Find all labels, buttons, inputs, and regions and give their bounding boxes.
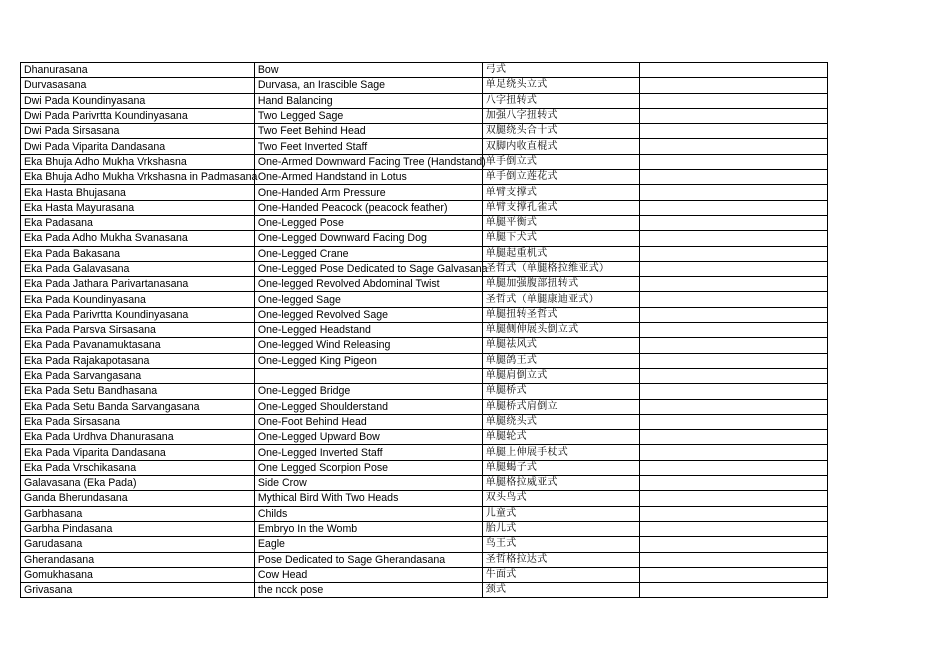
sanskrit-name-cell[interactable]: Gherandasana — [21, 552, 255, 567]
english-name-cell[interactable]: Side Crow — [254, 476, 482, 491]
empty-cell[interactable] — [640, 231, 828, 246]
sanskrit-name-cell[interactable]: Eka Padasana — [21, 215, 255, 230]
empty-cell[interactable] — [640, 139, 828, 154]
sanskrit-name-cell[interactable]: Dwi Pada Viparita Dandasana — [21, 139, 255, 154]
sanskrit-name-cell[interactable]: Eka Pada Rajakapotasana — [21, 353, 255, 368]
chinese-name-cell[interactable]: 双脚内收直棍式 — [482, 139, 640, 154]
chinese-name-cell[interactable]: 弓式 — [482, 63, 640, 78]
sanskrit-name-cell[interactable]: Eka Pada Viparita Dandasana — [21, 445, 255, 460]
sanskrit-name-cell[interactable]: Eka Pada Bakasana — [21, 246, 255, 261]
chinese-name-cell[interactable]: 单腿桥式肩倒立 — [482, 399, 640, 414]
sanskrit-name-cell[interactable]: Eka Pada Jathara Parivartanasana — [21, 277, 255, 292]
chinese-name-cell[interactable]: 加强八字扭转式 — [482, 108, 640, 123]
chinese-name-cell[interactable]: 八字扭转式 — [482, 93, 640, 108]
table-row — [21, 414, 828, 429]
empty-cell[interactable] — [640, 200, 828, 215]
empty-cell[interactable] — [640, 353, 828, 368]
english-name-cell[interactable]: One Legged Scorpion Pose — [254, 460, 482, 475]
sanskrit-name-cell[interactable]: Gomukhasana — [21, 567, 255, 582]
english-name-cell[interactable]: Cow Head — [254, 567, 482, 582]
empty-cell[interactable] — [640, 445, 828, 460]
chinese-name-cell[interactable]: 单腿下犬式 — [482, 231, 640, 246]
sanskrit-name-cell[interactable]: Dwi Pada Sirsasana — [21, 124, 255, 139]
chinese-name-cell[interactable]: 双头鸟式 — [482, 491, 640, 506]
empty-cell[interactable] — [640, 583, 828, 598]
empty-cell[interactable] — [640, 506, 828, 521]
sanskrit-name-cell[interactable]: Dwi Pada Parivrtta Koundinyasana — [21, 108, 255, 123]
english-name-cell[interactable]: One-Legged Downward Facing Dog — [254, 231, 482, 246]
sanskrit-name-cell[interactable]: Garudasana — [21, 537, 255, 552]
table-row — [21, 476, 828, 491]
sanskrit-name-cell[interactable]: Eka Pada Urdhva Dhanurasana — [21, 430, 255, 445]
empty-cell[interactable] — [640, 491, 828, 506]
chinese-name-cell[interactable]: 单腿鸽王式 — [482, 353, 640, 368]
empty-cell[interactable] — [640, 368, 828, 383]
sanskrit-name-cell[interactable]: Grivasana — [21, 583, 255, 598]
table-row — [21, 139, 828, 154]
sanskrit-name-cell[interactable]: Ganda Bherundasana — [21, 491, 255, 506]
sanskrit-name-cell[interactable]: Eka Bhuja Adho Mukha Vrkshasna — [21, 154, 255, 169]
sanskrit-name-cell[interactable]: Eka Pada Setu Banda Sarvangasana — [21, 399, 255, 414]
english-name-cell[interactable]: Two Legged Sage — [254, 108, 482, 123]
english-name-cell[interactable]: One-Armed Downward Facing Tree (Handstand) — [254, 154, 482, 169]
sanskrit-name-cell[interactable]: Eka Pada Vrschikasana — [21, 460, 255, 475]
table-row — [21, 506, 828, 521]
empty-cell[interactable] — [640, 430, 828, 445]
sanskrit-name-cell[interactable]: Eka Bhuja Adho Mukha Vrkshasna in Padmasana — [21, 170, 255, 185]
chinese-name-cell[interactable]: 单腿格拉威亚式 — [482, 476, 640, 491]
table-row — [21, 537, 828, 552]
asana-table-body — [21, 63, 828, 598]
sanskrit-name-cell[interactable]: Durvasasana — [21, 78, 255, 93]
empty-cell[interactable] — [640, 537, 828, 552]
sanskrit-name-cell[interactable]: Eka Pada Galavasana — [21, 261, 255, 276]
chinese-name-cell[interactable]: 圣哲格拉达式 — [482, 552, 640, 567]
english-name-cell[interactable]: One-Armed Handstand in Lotus — [254, 170, 482, 185]
sanskrit-name-cell[interactable]: Eka Hasta Bhujasana — [21, 185, 255, 200]
chinese-name-cell[interactable]: 单腿肩倒立式 — [482, 368, 640, 383]
table-row — [21, 323, 828, 338]
english-name-cell[interactable]: Eagle — [254, 537, 482, 552]
sanskrit-name-cell[interactable]: Eka Hasta Mayurasana — [21, 200, 255, 215]
empty-cell[interactable] — [640, 185, 828, 200]
sanskrit-name-cell[interactable]: Dhanurasana — [21, 63, 255, 78]
sanskrit-name-cell[interactable]: Dwi Pada Koundinyasana — [21, 93, 255, 108]
empty-cell[interactable] — [640, 338, 828, 353]
empty-cell[interactable] — [640, 170, 828, 185]
table-row — [21, 124, 828, 139]
empty-cell[interactable] — [640, 552, 828, 567]
english-name-cell[interactable]: Bow — [254, 63, 482, 78]
chinese-name-cell[interactable]: 单腿起重机式 — [482, 246, 640, 261]
english-name-cell[interactable]: One-Legged Shoulderstand — [254, 399, 482, 414]
table-row — [21, 154, 828, 169]
table-row — [21, 384, 828, 399]
empty-cell[interactable] — [640, 78, 828, 93]
chinese-name-cell[interactable]: 单腿侧伸展头倒立式 — [482, 323, 640, 338]
asana-table — [20, 62, 828, 598]
chinese-name-cell[interactable]: 儿童式 — [482, 506, 640, 521]
empty-cell[interactable] — [640, 307, 828, 322]
chinese-name-cell[interactable]: 单腿绕头式 — [482, 414, 640, 429]
chinese-name-cell[interactable]: 单腿扭转圣哲式 — [482, 307, 640, 322]
sanskrit-name-cell[interactable]: Eka Pada Sarvangasana — [21, 368, 255, 383]
sanskrit-name-cell[interactable]: Galavasana (Eka Pada) — [21, 476, 255, 491]
english-name-cell[interactable]: Two Feet Inverted Staff — [254, 139, 482, 154]
english-name-cell[interactable]: One-legged Revolved Abdominal Twist — [254, 277, 482, 292]
table-row — [21, 78, 828, 93]
english-name-cell[interactable]: One-Legged Pose Dedicated to Sage Galvasana — [254, 261, 482, 276]
english-name-cell[interactable]: One-Legged Bridge — [254, 384, 482, 399]
english-name-cell[interactable]: One-legged Revolved Sage — [254, 307, 482, 322]
english-name-cell[interactable]: Mythical Bird With Two Heads — [254, 491, 482, 506]
sanskrit-name-cell[interactable]: Eka Pada Pavanamuktasana — [21, 338, 255, 353]
empty-cell[interactable] — [640, 215, 828, 230]
chinese-name-cell[interactable]: 圣哲式（单腿格拉维亚式） — [482, 261, 640, 276]
sanskrit-name-cell[interactable]: Garbha Pindasana — [21, 521, 255, 536]
chinese-name-cell[interactable]: 单臂支撑孔雀式 — [482, 200, 640, 215]
chinese-name-cell[interactable]: 单臂支撑式 — [482, 185, 640, 200]
table-row — [21, 445, 828, 460]
empty-cell[interactable] — [640, 93, 828, 108]
sanskrit-name-cell[interactable]: Eka Pada Sirsasana — [21, 414, 255, 429]
empty-cell[interactable] — [640, 124, 828, 139]
english-name-cell[interactable] — [254, 368, 482, 383]
empty-cell[interactable] — [640, 323, 828, 338]
english-name-cell[interactable]: Hand Balancing — [254, 93, 482, 108]
english-name-cell[interactable]: One-Legged King Pigeon — [254, 353, 482, 368]
chinese-name-cell[interactable]: 单手倒立式 — [482, 154, 640, 169]
english-name-cell[interactable]: One-Handed Peacock (peacock feather) — [254, 200, 482, 215]
chinese-name-cell[interactable]: 胎儿式 — [482, 521, 640, 536]
table-row — [21, 460, 828, 475]
table-row — [21, 93, 828, 108]
english-name-cell[interactable]: One-Legged Pose — [254, 215, 482, 230]
english-name-cell[interactable]: One-Legged Crane — [254, 246, 482, 261]
chinese-name-cell[interactable]: 单腿桥式 — [482, 384, 640, 399]
chinese-name-cell[interactable]: 颈式 — [482, 583, 640, 598]
english-name-cell[interactable]: One-Foot Behind Head — [254, 414, 482, 429]
table-row — [21, 215, 828, 230]
english-name-cell[interactable]: One-legged Sage — [254, 292, 482, 307]
table-row — [21, 567, 828, 582]
table-row — [21, 491, 828, 506]
chinese-name-cell[interactable]: 单腿平衡式 — [482, 215, 640, 230]
english-name-cell[interactable]: One-Handed Arm Pressure — [254, 185, 482, 200]
english-name-cell[interactable]: the ncck pose — [254, 583, 482, 598]
chinese-name-cell[interactable]: 单足绕头立式 — [482, 78, 640, 93]
english-name-cell[interactable]: One-Legged Headstand — [254, 323, 482, 338]
sanskrit-name-cell[interactable]: Eka Pada Adho Mukha Svanasana — [21, 231, 255, 246]
table-row — [21, 368, 828, 383]
english-name-cell[interactable]: Durvasa, an Irascible Sage — [254, 78, 482, 93]
empty-cell[interactable] — [640, 460, 828, 475]
empty-cell[interactable] — [640, 476, 828, 491]
english-name-cell[interactable]: Two Feet Behind Head — [254, 124, 482, 139]
sanskrit-name-cell[interactable]: Eka Pada Koundinyasana — [21, 292, 255, 307]
english-name-cell[interactable]: Pose Dedicated to Sage Gherandasana — [254, 552, 482, 567]
empty-cell[interactable] — [640, 277, 828, 292]
sanskrit-name-cell[interactable]: Eka Pada Parivrtta Koundinyasana — [21, 307, 255, 322]
chinese-name-cell[interactable]: 双腿绕头合十式 — [482, 124, 640, 139]
english-name-cell[interactable]: One-Legged Upward Bow — [254, 430, 482, 445]
table-row — [21, 552, 828, 567]
table-row — [21, 246, 828, 261]
chinese-name-cell[interactable]: 牛面式 — [482, 567, 640, 582]
chinese-name-cell[interactable]: 鸟王式 — [482, 537, 640, 552]
table-row — [21, 200, 828, 215]
empty-cell[interactable] — [640, 292, 828, 307]
chinese-name-cell[interactable]: 单腿轮式 — [482, 430, 640, 445]
empty-cell[interactable] — [640, 246, 828, 261]
english-name-cell[interactable]: Embryo In the Womb — [254, 521, 482, 536]
empty-cell[interactable] — [640, 414, 828, 429]
empty-cell[interactable] — [640, 108, 828, 123]
chinese-name-cell[interactable]: 单腿上伸展手杖式 — [482, 445, 640, 460]
table-row — [21, 292, 828, 307]
table-row — [21, 338, 828, 353]
chinese-name-cell[interactable]: 单腿加强腹部扭转式 — [482, 277, 640, 292]
english-name-cell[interactable]: Childs — [254, 506, 482, 521]
empty-cell[interactable] — [640, 521, 828, 536]
empty-cell[interactable] — [640, 154, 828, 169]
sanskrit-name-cell[interactable]: Eka Pada Setu Bandhasana — [21, 384, 255, 399]
english-name-cell[interactable]: One-legged Wind Releasing — [254, 338, 482, 353]
chinese-name-cell[interactable]: 圣哲式（单腿康迪亚式） — [482, 292, 640, 307]
table-row — [21, 399, 828, 414]
empty-cell[interactable] — [640, 261, 828, 276]
table-row — [21, 307, 828, 322]
table-row — [21, 430, 828, 445]
chinese-name-cell[interactable]: 单手倒立莲花式 — [482, 170, 640, 185]
empty-cell[interactable] — [640, 63, 828, 78]
table-row — [21, 583, 828, 598]
empty-cell[interactable] — [640, 384, 828, 399]
table-row — [21, 231, 828, 246]
table-row — [21, 63, 828, 78]
english-name-cell[interactable]: One-Legged Inverted Staff — [254, 445, 482, 460]
table-row — [21, 277, 828, 292]
table-row — [21, 185, 828, 200]
table-row — [21, 521, 828, 536]
table-row — [21, 353, 828, 368]
chinese-name-cell[interactable]: 单腿祛风式 — [482, 338, 640, 353]
empty-cell[interactable] — [640, 567, 828, 582]
table-row — [21, 108, 828, 123]
table-row — [21, 261, 828, 276]
sanskrit-name-cell[interactable]: Eka Pada Parsva Sirsasana — [21, 323, 255, 338]
empty-cell[interactable] — [640, 399, 828, 414]
sanskrit-name-cell[interactable]: Garbhasana — [21, 506, 255, 521]
table-row — [21, 170, 828, 185]
chinese-name-cell[interactable]: 单腿蝎子式 — [482, 460, 640, 475]
